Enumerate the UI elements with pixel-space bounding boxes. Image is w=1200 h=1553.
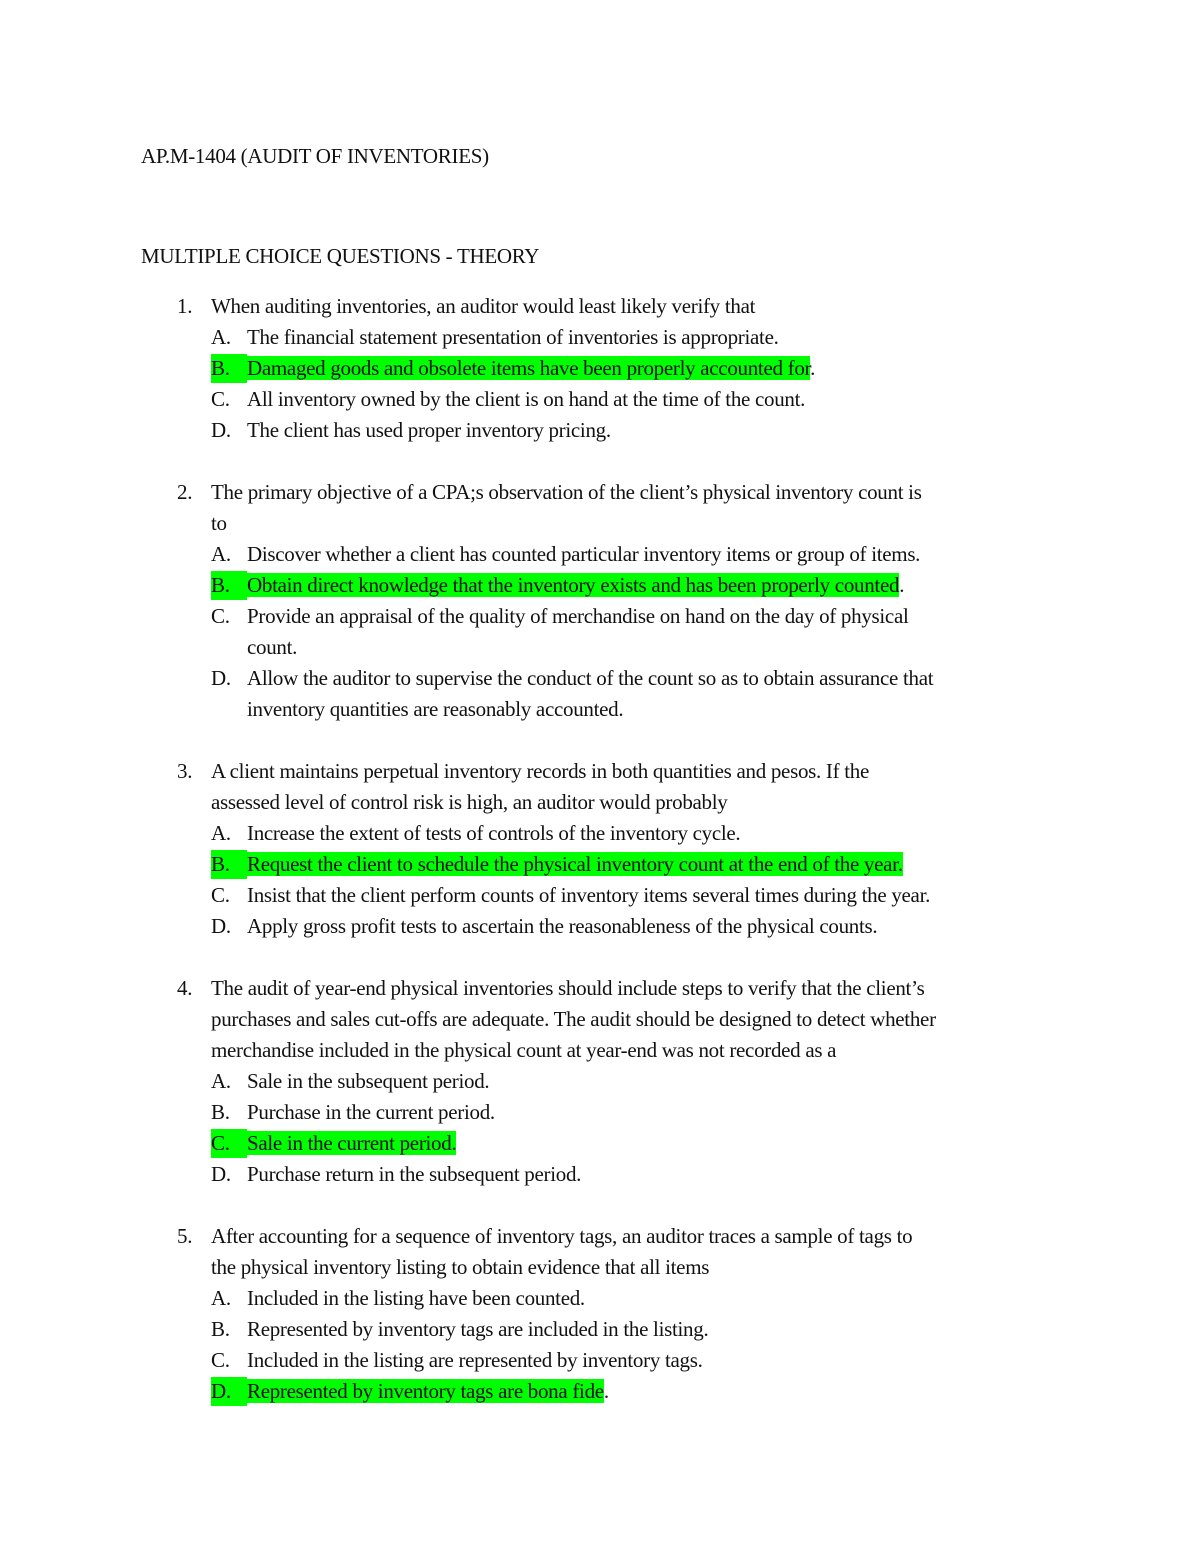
option-letter: A. [211,542,231,566]
option-text: Apply gross profit tests to ascertain the reasonableness of the physical counts. [247,914,878,938]
answer-option [0,694,1200,725]
option-text: Sale in the current period. [247,1131,457,1155]
option-content [211,602,909,631]
question-item [0,477,1200,725]
option-text: Represented by inventory tags are included in the listing. [247,1317,709,1341]
option-letter: B. [211,1100,230,1124]
option-letter: B. [211,571,247,600]
question-line [0,1221,1200,1252]
answer-option-correct [0,1128,1200,1159]
option-letter: D. [211,914,231,938]
answer-option [0,880,1200,911]
option-text: Insist that the client perform counts of inventory items several times during the year. [247,883,931,907]
option-text: Obtain direct knowledge that the inventory exists and has been properly counted [247,573,900,597]
option-text: Sale in the subsequent period. [247,1069,490,1093]
option-content [211,819,740,848]
option-letter: B. [211,354,247,383]
question-line [0,291,1200,322]
option-letter: D. [211,1162,231,1186]
question-item [0,973,1200,1190]
option-content [211,323,779,352]
question-text: When auditing inventories, an auditor would least likely verify that [211,294,756,318]
answer-option [0,632,1200,663]
option-text: Provide an appraisal of the quality of merchandise on hand on the day of physical [247,604,909,628]
question-item [0,1221,1200,1407]
answer-option [0,1097,1200,1128]
answer-option-correct [0,1376,1200,1407]
question-text: The audit of year-end physical inventories should include steps to verify that the client’s [211,976,925,1000]
option-letter: D. [211,418,231,442]
question-text: After accounting for a sequence of inventory tags, an auditor traces a sample of tags to [211,1224,913,1248]
spacer [0,725,1200,756]
option-text: Included in the listing have been counted. [247,1286,585,1310]
option-text: The financial statement presentation of inventories is appropriate. [247,325,779,349]
option-letter: C. [211,1129,247,1158]
question-item [0,756,1200,942]
option-text: Damaged goods and obsolete items have been properly accounted for [247,356,811,380]
question-list [0,291,1200,1407]
option-text: Allow the auditor to supervise the conduct of the count so as to obtain assurance that [247,666,934,690]
option-text: Represented by inventory tags are bona fide [247,1379,604,1403]
option-letter: D. [211,1377,247,1406]
question-number: 1. [177,294,193,318]
answer-option [0,818,1200,849]
option-text: Discover whether a client has counted particular inventory items or group of items. [247,542,921,566]
question-line [0,973,1200,1004]
answer-option-correct [0,353,1200,384]
question-number: 5. [177,1224,193,1248]
option-content [211,571,904,600]
option-text-tail: . [603,1379,609,1403]
question-number: 4. [177,976,193,1000]
option-content [211,1377,609,1406]
question-line [0,1004,1200,1035]
answer-option [0,415,1200,446]
option-text: The client has used proper inventory pricing. [247,418,611,442]
question-item [0,291,1200,446]
option-text: All inventory owned by the client is on hand at the time of the count. [247,387,806,411]
answer-option [0,663,1200,694]
answer-option-correct [0,570,1200,601]
option-content [211,912,877,941]
question-number: 2. [177,480,193,504]
question-text: The primary objective of a CPA;s observation of the client’s physical inventory count is [211,480,922,504]
option-content [211,1129,456,1158]
option-content [211,1346,703,1375]
option-content [211,540,920,569]
answer-option-correct [0,849,1200,880]
question-text: assessed level of control risk is high, an auditor would probably [211,790,728,814]
answer-option [0,322,1200,353]
option-text: Included in the listing are represented by inventory tags. [247,1348,703,1372]
option-content [211,664,933,693]
option-content [211,1284,585,1313]
option-content [211,881,930,910]
option-text-continued: inventory quantities are reasonably accounted. [247,697,624,721]
question-text: the physical inventory listing to obtain evidence that all items [211,1255,710,1279]
option-text: Purchase return in the subsequent period. [247,1162,582,1186]
option-letter: A. [211,821,231,845]
option-letter: C. [211,883,230,907]
option-content [211,1315,708,1344]
spacer [0,446,1200,477]
option-letter: C. [211,604,230,628]
option-text-continued: count. [247,635,298,659]
question-text: A client maintains perpetual inventory records in both quantities and pesos. If the [211,759,870,783]
question-line [0,1252,1200,1283]
option-content [211,416,611,445]
answer-option [0,1314,1200,1345]
question-number: 3. [177,759,193,783]
option-text-tail: . [899,573,905,597]
option-letter: A. [211,1069,231,1093]
question-text: merchandise included in the physical count at year-end was not recorded as a [211,1038,837,1062]
option-letter: D. [211,666,231,690]
option-content [211,385,805,414]
answer-option [0,539,1200,570]
option-text: Increase the extent of tests of controls of the inventory cycle. [247,821,741,845]
spacer [0,1190,1200,1221]
question-line [0,1035,1200,1066]
answer-option [0,601,1200,632]
answer-option [0,1159,1200,1190]
question-line [0,787,1200,818]
answer-option [0,384,1200,415]
option-content [211,1067,489,1096]
question-line [0,508,1200,539]
answer-option [0,1066,1200,1097]
question-text: purchases and sales cut-offs are adequate. The audit should be designed to detect whether [211,1007,936,1031]
document-title: AP.M-1404 (AUDIT OF INVENTORIES) [141,144,489,168]
answer-option [0,1345,1200,1376]
option-letter: C. [211,1348,230,1372]
option-letter: C. [211,387,230,411]
option-letter: B. [211,1317,230,1341]
option-letter: A. [211,325,231,349]
option-content [211,1098,495,1127]
question-text: to [211,511,227,535]
question-line [0,477,1200,508]
option-text-tail: . [810,356,816,380]
option-content [211,1160,581,1189]
option-text: Purchase in the current period. [247,1100,495,1124]
spacer [0,942,1200,973]
answer-option [0,911,1200,942]
option-letter: B. [211,850,247,879]
option-letter: A. [211,1286,231,1310]
option-content [211,850,903,879]
option-content [211,354,815,383]
option-text: Request the client to schedule the physical inventory count at the end of the year. [247,852,903,876]
answer-option [0,1283,1200,1314]
question-line [0,756,1200,787]
section-heading: MULTIPLE CHOICE QUESTIONS - THEORY [141,244,540,268]
